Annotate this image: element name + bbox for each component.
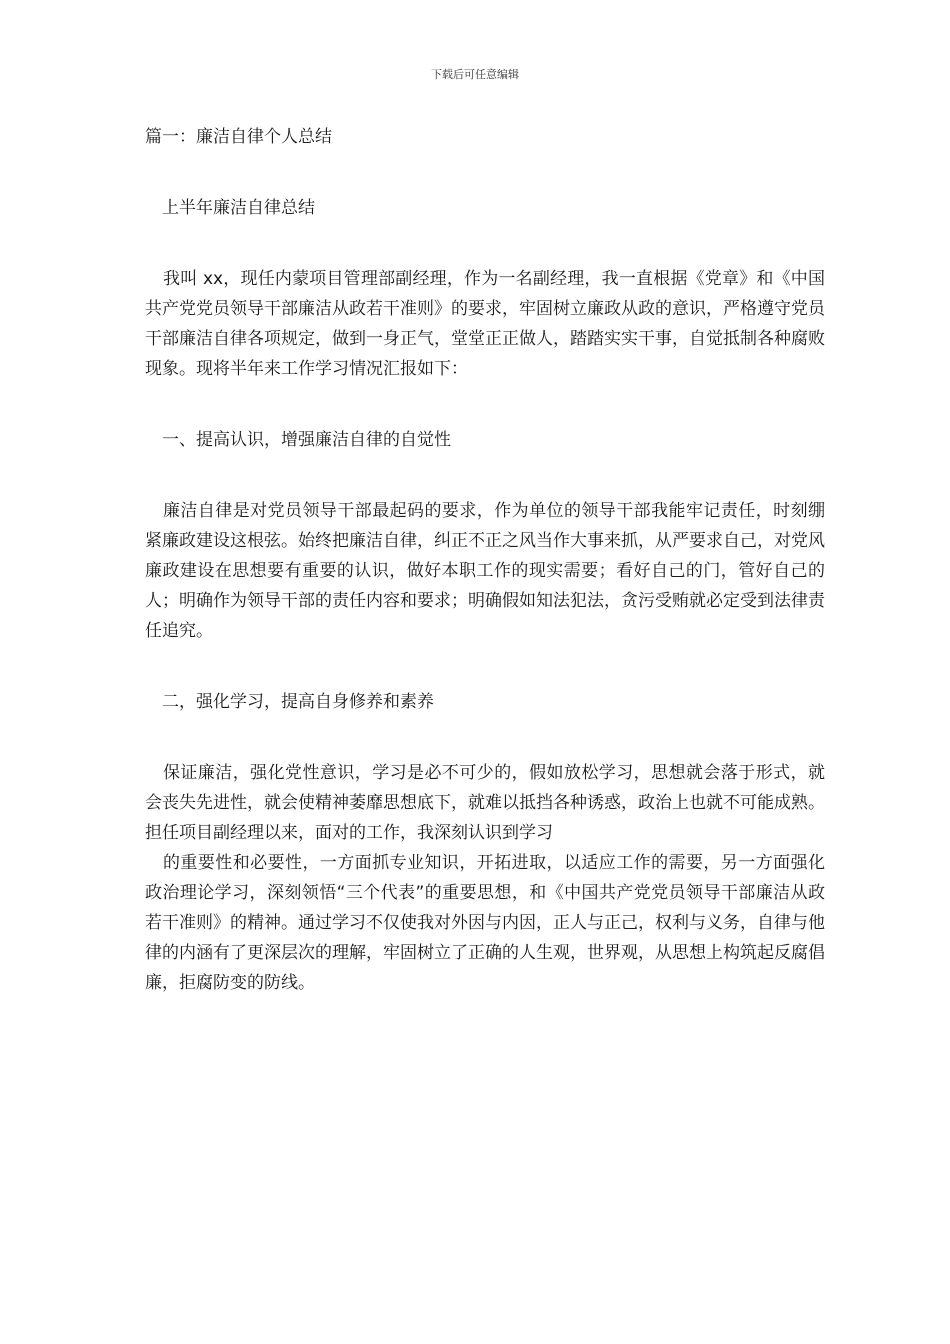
section-1-heading: 一、提高认识，增强廉洁自律的自觉性 bbox=[162, 430, 451, 450]
page-header-note: 下载后可任意编辑 bbox=[431, 68, 519, 81]
intro-paragraph: 我叫 xx，现任内蒙项目管理部副经理，作为一名副经理，我一直根据《党章》和《中国共产党党员领导干部廉洁从政若干准则》的要求，牢固树立廉政从政的意识，严格遵守党员干部廉洁自律各项规定，做到一身正气，堂堂正正做人，踏踏实实干事，自觉抵制各种腐败现象。现将半年来工作学习情况汇报如下： bbox=[145, 269, 825, 379]
document-title: 篇一：廉洁自律个人总结 bbox=[145, 127, 332, 147]
document-body bbox=[145, 122, 825, 1039]
section-1-paragraph: 廉洁自律是对党员领导干部最起码的要求，作为单位的领导干部我能牢记责任，时刻绷紧廉政建设这根弦。始终把廉洁自律，纠正不正之风当作大事来抓，从严要求自己，对党风廉政建设在思想要有重要的认识，做好本职工作的现实需要；看好自己的门，管好自己的人；明确作为领导干部的责任内容和要求；明确假如知法犯法，贪污受贿就必定受到法律责任追究。 bbox=[145, 501, 825, 641]
section-2-paragraph-part-2: 的重要性和必要性，一方面抓专业知识，开拓进取，以适应工作的需要，另一方面强化政治理论学习，深刻领悟“三个代表”的重要思想，和《中国共产党党员领导干部廉洁从政若干准则》的精神。通过学习不仅使我对外因与内因，正人与正己，权利与义务，自律与他律的内涵有了更深层次的理解，牢固树立了正确的人生观，世界观，从思想上构筑起反腐倡廉，拒腐防变的防线。 bbox=[145, 853, 825, 993]
document-subtitle: 上半年廉洁自律总结 bbox=[162, 198, 315, 218]
section-2-paragraph-part-1: 保证廉洁，强化党性意识，学习是必不可少的，假如放松学习，思想就会落于形式，就会丧失先进性，就会使精神萎靡思想底下，就难以抵挡各种诱惑，政治上也就不可能成熟。担任项目副经理以来，面对的工作，我深刻认识到学习 bbox=[145, 763, 825, 843]
section-2-heading: 二，强化学习，提高自身修养和素养 bbox=[162, 692, 434, 712]
